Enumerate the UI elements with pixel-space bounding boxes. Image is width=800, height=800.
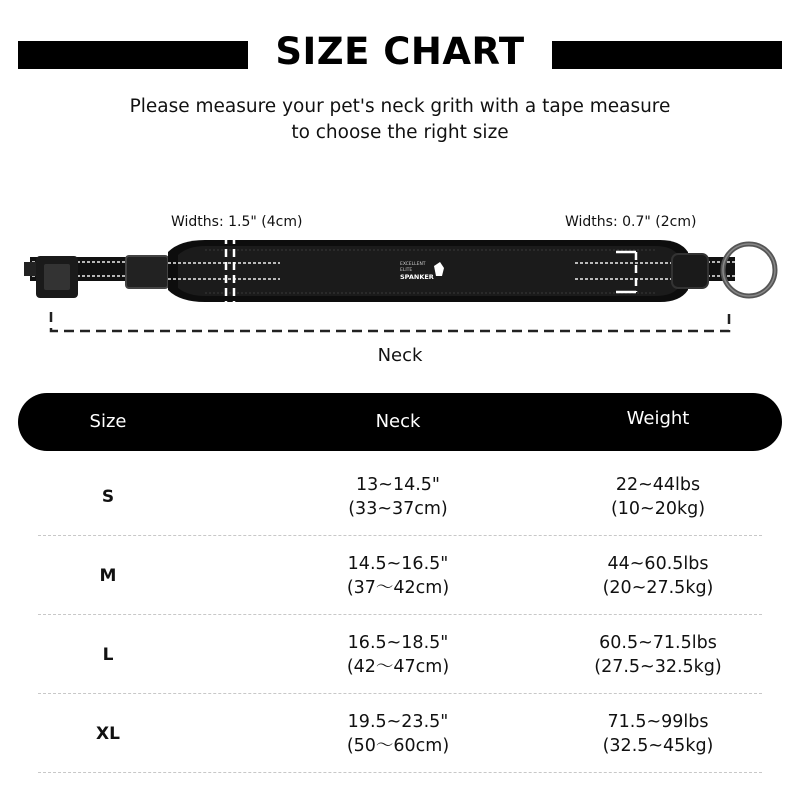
neck-cm: (37～42cm) <box>346 577 450 598</box>
width-label-padded: Widths: 1.5" (4cm) <box>171 214 303 230</box>
neck-cell <box>288 457 508 536</box>
neck-inches: 13~14.5" <box>356 474 440 495</box>
size-cell: S <box>101 486 115 507</box>
instructions-line-1: Please measure your pet's neck grith with a tape measure <box>129 96 671 117</box>
size-cell: L <box>102 644 114 665</box>
table-row <box>38 536 762 615</box>
weight-lbs: 44~60.5lbs <box>607 553 709 574</box>
table-row <box>38 694 762 773</box>
weight-kg: (10~20kg) <box>610 498 706 519</box>
weight-lbs: 60.5~71.5lbs <box>599 632 717 653</box>
weight-cell <box>548 615 768 694</box>
svg-text:EXCELLENT: EXCELLENT <box>400 262 426 267</box>
table-row <box>38 615 762 694</box>
brand-logo <box>388 257 448 283</box>
weight-cell <box>548 694 768 773</box>
header-size: Size <box>89 411 127 432</box>
strap-slider <box>126 256 168 288</box>
neck-cm: (33~37cm) <box>348 498 448 519</box>
page-title: SIZE CHART <box>275 30 525 73</box>
collar-illustration <box>0 230 800 340</box>
size-cell: M <box>99 565 117 586</box>
instructions <box>0 94 800 146</box>
neck-cm: (42～47cm) <box>346 656 450 677</box>
table-header <box>18 393 782 451</box>
neck-cell <box>288 536 508 615</box>
neck-cell <box>288 615 508 694</box>
neck-cm: (50～60cm) <box>346 735 450 756</box>
neck-inches: 14.5~16.5" <box>347 553 449 574</box>
ring-connector <box>672 254 708 288</box>
svg-text:ELITE: ELITE <box>400 268 413 273</box>
size-cell: XL <box>96 723 120 744</box>
neck-cell <box>288 694 508 773</box>
weight-lbs: 22~44lbs <box>615 474 701 495</box>
weight-cell <box>548 536 768 615</box>
weight-lbs: 71.5~99lbs <box>607 711 709 732</box>
neck-inches: 19.5~23.5" <box>347 711 449 732</box>
weight-kg: (27.5~32.5kg) <box>594 656 722 677</box>
weight-kg: (32.5~45kg) <box>602 735 714 756</box>
neck-label: Neck <box>377 345 423 366</box>
neck-measure-line <box>51 312 729 331</box>
neck-inches: 16.5~18.5" <box>347 632 449 653</box>
weight-cell <box>548 457 768 536</box>
header-weight: Weight <box>626 408 690 429</box>
svg-text:SPANKER: SPANKER <box>400 273 434 281</box>
width-label-strap: Widths: 0.7" (2cm) <box>565 214 697 230</box>
weight-kg: (20~27.5kg) <box>602 577 714 598</box>
header-neck: Neck <box>375 411 421 432</box>
table-row <box>38 457 762 536</box>
instructions-line-2: to choose the right size <box>291 122 509 143</box>
